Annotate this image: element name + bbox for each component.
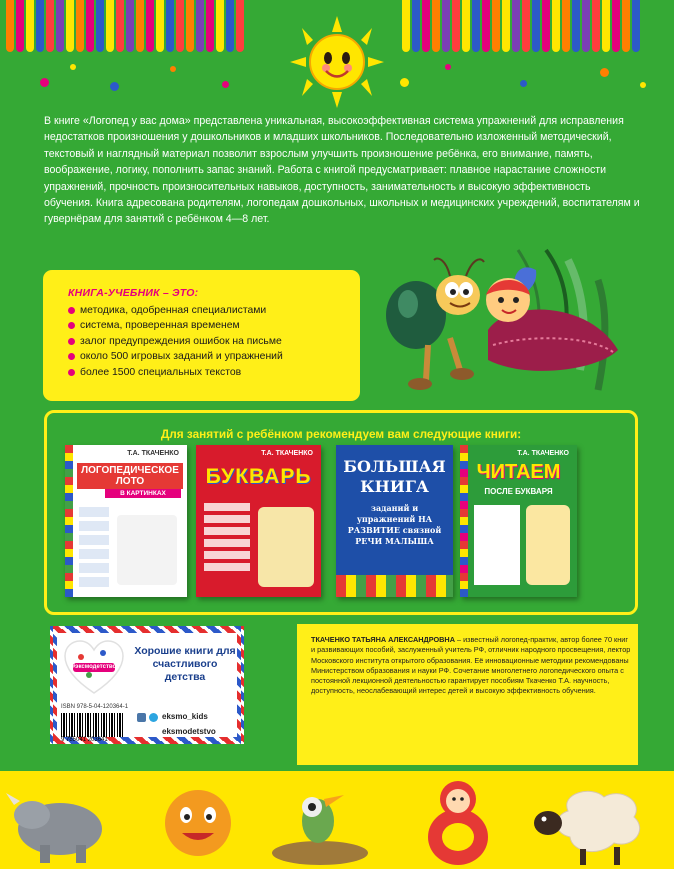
barcode-number: 9 785041 203641 [61, 737, 108, 743]
book-illustration [258, 507, 314, 587]
book-title: БУКВАРЬ [205, 465, 312, 488]
confetti-dot [400, 78, 409, 87]
publisher-badge: #эксмодетство [71, 664, 117, 670]
confetti-dot [445, 64, 451, 70]
book-logo-lotto[interactable] [65, 445, 187, 597]
publisher-card [50, 626, 244, 744]
social-handle[interactable]: eksmo_kids [162, 712, 208, 721]
book-bottom-stripes [336, 575, 453, 597]
book-bukvar[interactable] [196, 445, 321, 597]
features-list [68, 303, 283, 380]
confetti-dot [40, 78, 49, 87]
features-heading: КНИГА-УЧЕБНИК – ЭТО: [68, 287, 199, 299]
barcode [61, 713, 125, 737]
vk-icon[interactable] [137, 713, 146, 722]
sun-illustration [282, 16, 392, 108]
confetti-dot [520, 80, 527, 87]
book-subtitle: ПОСЛЕ БУКВАРЯ [484, 487, 553, 496]
features-box [43, 270, 360, 401]
confetti-dot [70, 64, 76, 70]
confetti-dot [170, 66, 176, 72]
confetti-dot [600, 68, 609, 77]
publisher-slogan: Хорошие книги для счастливого детства [134, 645, 236, 683]
book-bolshaya-kniga[interactable] [336, 445, 453, 597]
recommended-title: Для занятий с ребёнком рекомендуем вам следующие книги: [160, 427, 522, 441]
author-bio-box [297, 624, 638, 765]
list-item: около 500 игровых заданий и упражнений [68, 349, 283, 364]
isbn-text: ISBN 978-5-04-120364-1 [61, 704, 129, 710]
confetti-dot [222, 81, 229, 88]
social-handle[interactable]: eksmodetstvo [162, 727, 216, 736]
book-content-page [474, 505, 520, 585]
author-name: ТКАЧЕНКО ТАТЬЯНА АЛЕКСАНДРОВНА [311, 635, 455, 644]
book-spine-stripes [65, 445, 73, 597]
telegram-icon[interactable] [149, 713, 158, 722]
pencils-right [402, 0, 640, 52]
book-subtitle: В КАРТИНКАХ [105, 489, 181, 498]
book-author: Т.А. ТКАЧЕНКО [127, 450, 179, 457]
book-content-lines [79, 507, 109, 587]
snail-bug-illustration [368, 240, 630, 410]
book-illustration [117, 515, 177, 585]
book-subtitle: заданий и упражнений НА РАЗВИТИЕ связной РЕЧИ МАЛЫША [347, 503, 442, 546]
book-author: Т.А. ТКАЧЕНКО [261, 450, 313, 457]
list-item: залог предупреждения ошибок на письме [68, 334, 283, 349]
author-bio-text: – известный логопед-практик, автор более 70 книг и развивающих пособий, заслуженный учитель РФ, отличник народного просвещения, лектор Московского института открытого образования. Её инновационные методики рекомендованы Министерством образования и науки РФ. Сочетание многолетнего логопедического опыта с постоянной лекционной деятельностью гарантирует пособиям Ткаченко Т.А. научность, доступность, неослабевающий интерес детей и высокую эффективность обучения. [311, 635, 631, 696]
book-title: ЧИТАЕМ [476, 461, 561, 483]
book-author: Т.А. ТКАЧЕНКО [517, 450, 569, 457]
book-title: БОЛЬШАЯ КНИГА [343, 457, 446, 496]
list-item: методика, одобренная специалистами [68, 303, 283, 318]
intro-paragraph: В книге «Логопед у вас дома» представлена уникальная, высокоэффективная система упражнений для исправления недостатков произношения у дошкольников и младших школьников. Последовательно изложенный методический, текстовый и наглядный материал позволит взрослым улучшить произношение ребёнка, его внимание, память, воображение, логику, пополнить запас знаний. Работа с книгой предусматривает: плавное нарастание сложности упражнений, прочность произносительных навыков, доступность, занимательность и высокую эффективность обучения. Книга адресована родителям, логопедам дошкольных, школьных и медицинских учреждений, воспитателям и гувернёрам для занятий с ребёнком 4—8 лет. [44, 115, 640, 226]
confetti-dot [640, 82, 646, 88]
book-content-lines [204, 503, 250, 573]
confetti-dot [110, 82, 119, 91]
pencils-left [6, 0, 244, 52]
book-illustration [526, 505, 570, 585]
animals-illustration [0, 771, 674, 869]
book-chitaem[interactable] [460, 445, 577, 597]
list-item: более 1500 специальных текстов [68, 365, 283, 380]
list-item: система, проверенная временем [68, 318, 283, 333]
book-title: ЛОГОПЕДИЧЕСКОЕ ЛОТО [77, 463, 183, 489]
